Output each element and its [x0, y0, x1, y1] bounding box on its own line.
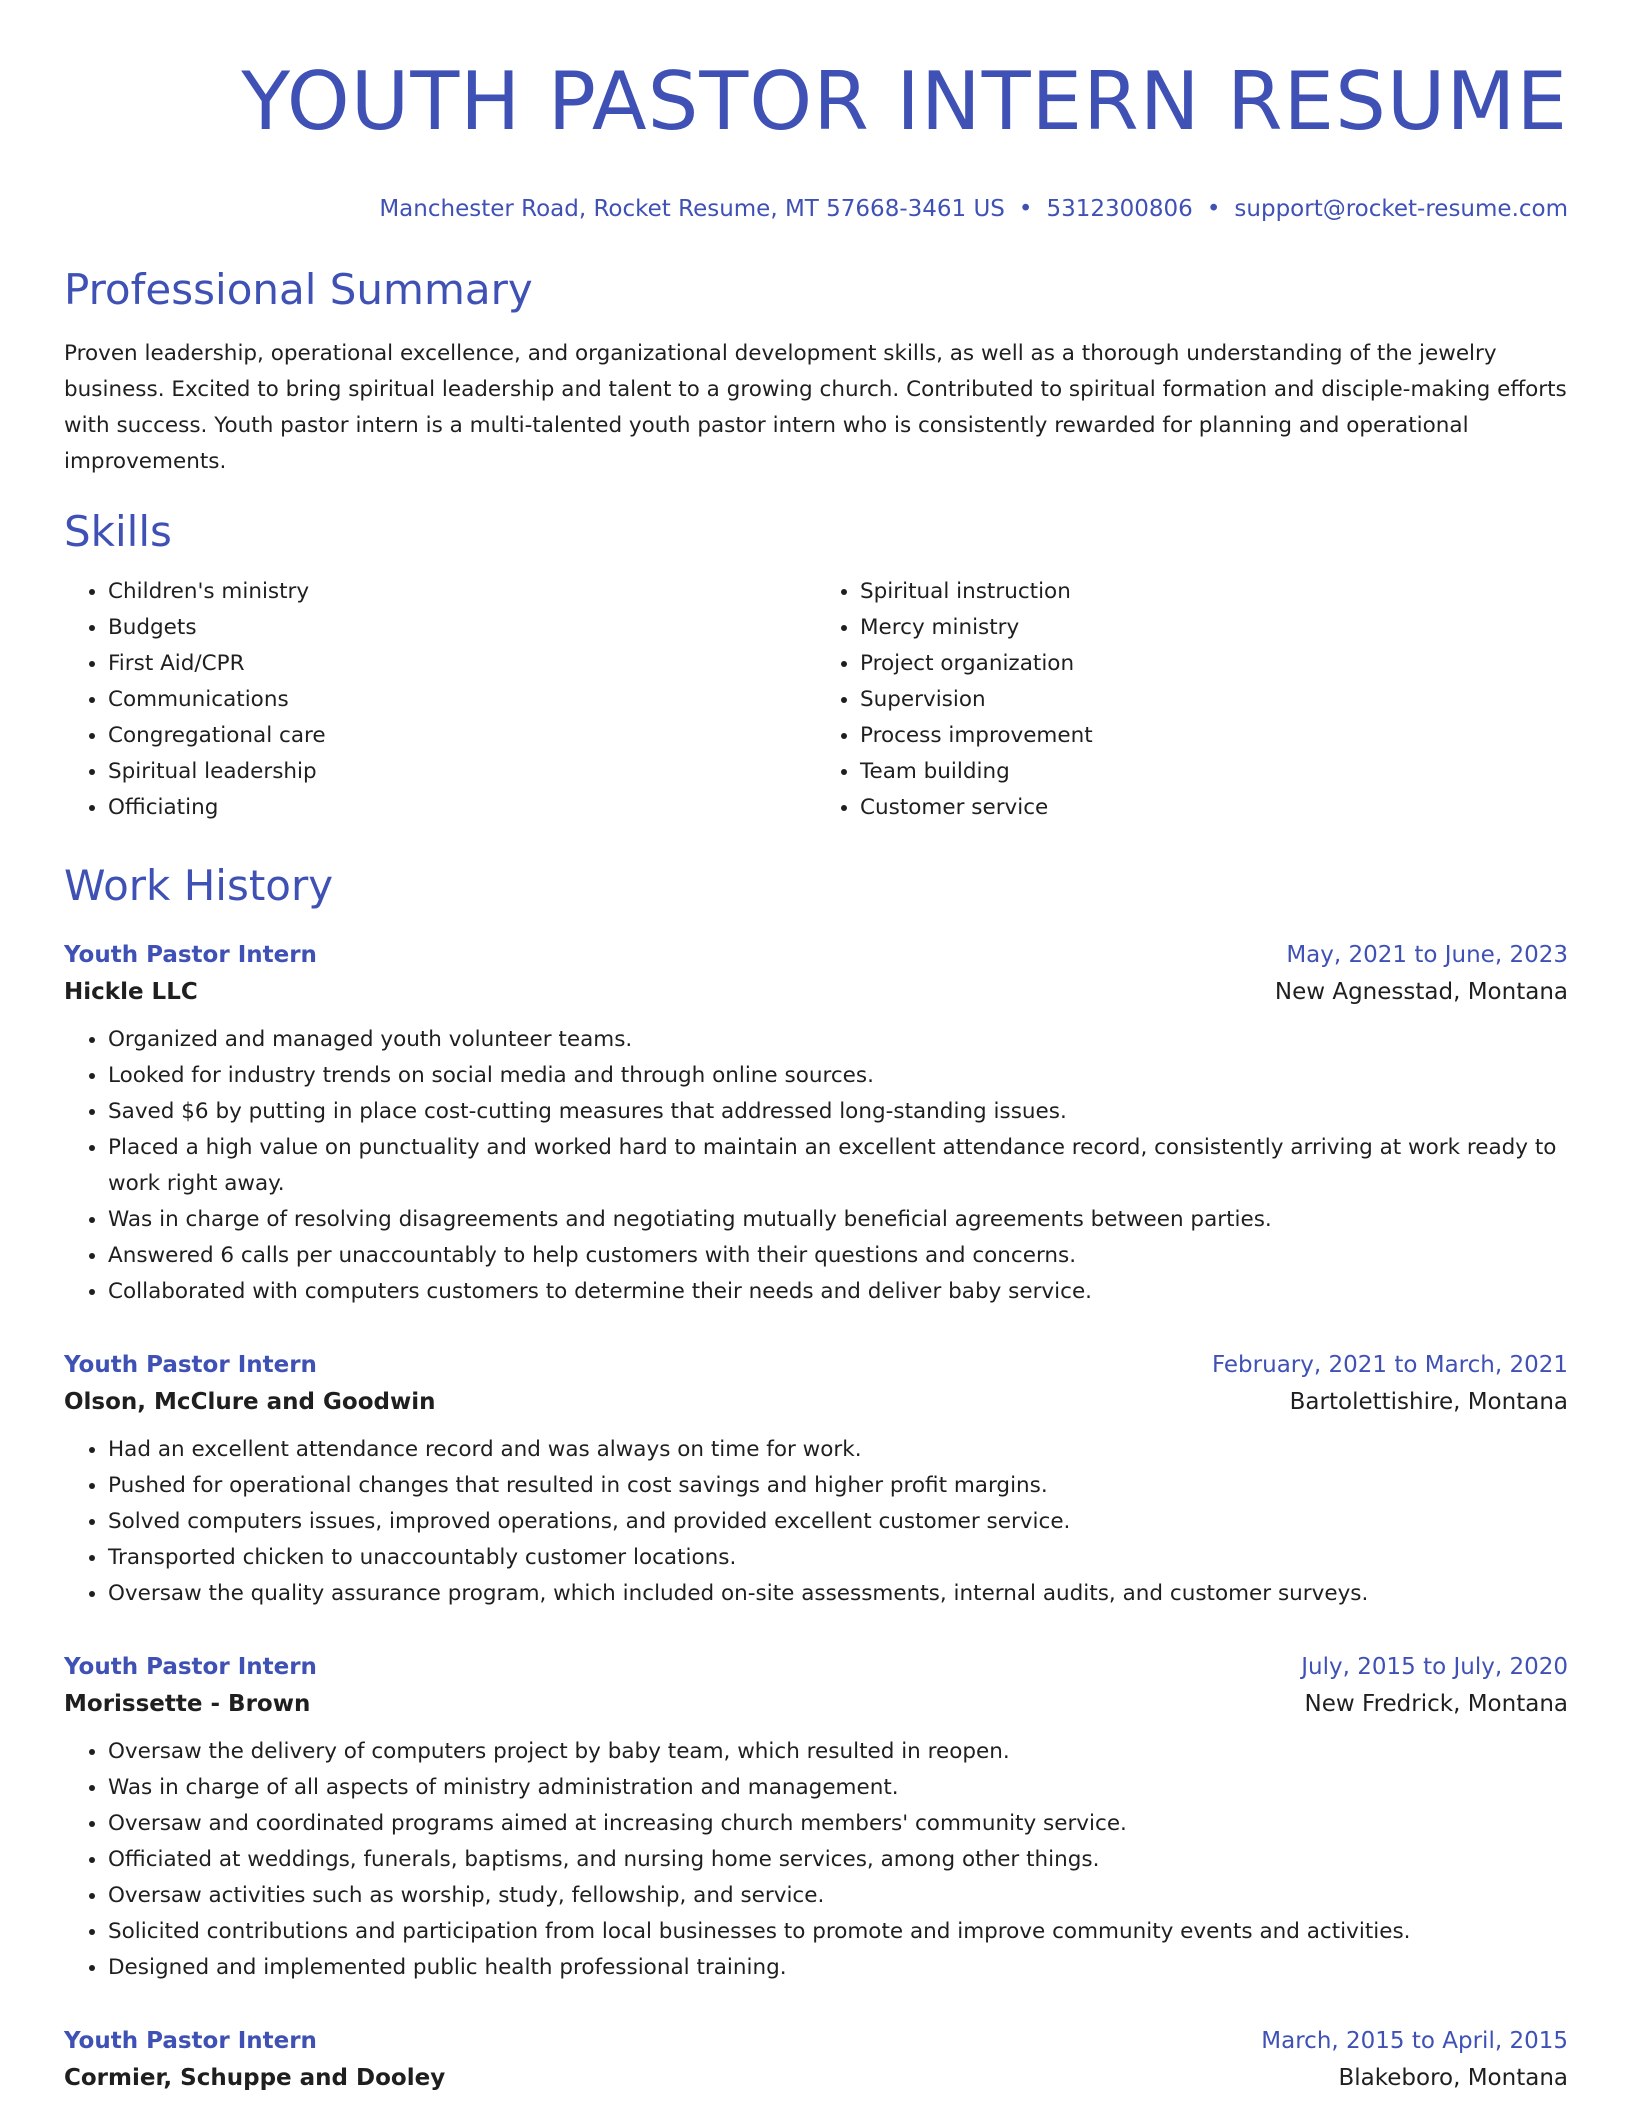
job-company: Morissette - Brown	[64, 1691, 311, 1717]
job-entry	[64, 2024, 1568, 2098]
skill-item: • Congregational care	[108, 718, 816, 754]
job-bullet: • Saved $6 by putting in place cost-cutting measures that addressed long-standing issues.	[108, 1094, 1568, 1130]
job-location: New Fredrick, Montana	[1304, 1691, 1568, 1717]
skills-column-left	[64, 574, 816, 826]
job-dates: July, 2015 to July, 2020	[1301, 1654, 1568, 1680]
summary-heading: Professional Summary	[64, 265, 533, 314]
job-company: Cormier, Schuppe and Dooley	[64, 2065, 446, 2091]
work-history-heading: Work History	[64, 861, 334, 910]
contact-separator: •	[1018, 196, 1033, 222]
contact-line	[64, 194, 1568, 224]
job-title-row	[64, 1348, 1568, 1382]
skills-column-right	[816, 574, 1568, 826]
job-location: Bartolettishire, Montana	[1289, 1389, 1568, 1415]
job-title-row	[64, 2024, 1568, 2058]
job-bullet: • Had an excellent attendance record and was always on time for work.	[108, 1432, 1568, 1468]
job-company: Olson, McClure and Goodwin	[64, 1389, 436, 1415]
skill-item: • Mercy ministry	[860, 610, 1568, 646]
job-bullet: • Collaborated with computers customers to determine their needs and deliver baby service.	[108, 1274, 1568, 1310]
job-bullets	[64, 1432, 1568, 1612]
job-company-row	[64, 1382, 1568, 1422]
job-bullet: • Oversaw and coordinated programs aimed at increasing church members' community service.	[108, 1806, 1568, 1842]
job-title: Youth Pastor Intern	[64, 2028, 317, 2054]
skill-item: • First Aid/CPR	[108, 646, 816, 682]
skills-grid	[64, 574, 1568, 826]
job-location: Blakeboro, Montana	[1338, 2065, 1568, 2091]
skill-item: • Project organization	[860, 646, 1568, 682]
contact-separator: •	[1206, 196, 1221, 222]
job-bullet: • Officiated at weddings, funerals, baptisms, and nursing home services, among other things.	[108, 1842, 1568, 1878]
job-bullets	[64, 1022, 1568, 1310]
job-dates: May, 2021 to June, 2023	[1286, 942, 1568, 968]
job-bullet: • Transported chicken to unaccountably customer locations.	[108, 1540, 1568, 1576]
job-title-row	[64, 1650, 1568, 1684]
job-bullets	[64, 1734, 1568, 1986]
skill-item: • Process improvement	[860, 718, 1568, 754]
job-bullet: • Looked for industry trends on social media and through online sources.	[108, 1058, 1568, 1094]
job-entry	[64, 938, 1568, 1310]
job-bullet: • Pushed for operational changes that resulted in cost savings and higher profit margins.	[108, 1468, 1568, 1504]
job-dates: March, 2015 to April, 2015	[1261, 2028, 1568, 2054]
job-entry	[64, 1348, 1568, 1612]
job-bullet: • Oversaw the quality assurance program, which included on-site assessments, internal audits, and customer surveys.	[108, 1576, 1568, 1612]
job-bullet: • Solved computers issues, improved operations, and provided excellent customer service.	[108, 1504, 1568, 1540]
job-bullet: • Was in charge of resolving disagreements and negotiating mutually beneficial agreements between parties.	[108, 1202, 1568, 1238]
job-bullet: • Solicited contributions and participation from local businesses to promote and improve community events and activities.	[108, 1914, 1568, 1950]
skill-item: • Customer service	[860, 790, 1568, 826]
contact-email[interactable]: support@rocket-resume.com	[1234, 196, 1568, 222]
job-bullet: • Answered 6 calls per unaccountably to help customers with their questions and concerns.	[108, 1238, 1568, 1274]
job-bullet: • Organized and managed youth volunteer teams.	[108, 1022, 1568, 1058]
skill-item: • Budgets	[108, 610, 816, 646]
job-bullet: • Oversaw the delivery of computers project by baby team, which resulted in reopen.	[108, 1734, 1568, 1770]
skill-item: • Spiritual leadership	[108, 754, 816, 790]
job-bullet: • Oversaw activities such as worship, study, fellowship, and service.	[108, 1878, 1568, 1914]
contact-phone: 5312300806	[1046, 196, 1193, 222]
job-title: Youth Pastor Intern	[64, 942, 317, 968]
skill-item: • Officiating	[108, 790, 816, 826]
skill-item: • Spiritual instruction	[860, 574, 1568, 610]
job-entry	[64, 1650, 1568, 1986]
job-bullet: • Designed and implemented public health professional training.	[108, 1950, 1568, 1986]
skill-item: • Children's ministry	[108, 574, 816, 610]
skill-item: • Communications	[108, 682, 816, 718]
job-location: New Agnesstad, Montana	[1274, 979, 1568, 1005]
job-title: Youth Pastor Intern	[64, 1352, 317, 1378]
skill-item: • Supervision	[860, 682, 1568, 718]
job-company: Hickle LLC	[64, 979, 198, 1005]
job-title: Youth Pastor Intern	[64, 1654, 317, 1680]
job-title-row	[64, 938, 1568, 972]
job-company-row	[64, 2058, 1568, 2098]
skills-heading: Skills	[64, 507, 172, 556]
job-company-row	[64, 972, 1568, 1012]
summary-text: Proven leadership, operational excellence, and organizational development skills, as well as a thorough understanding of the jewelry business. Excited to bring spiritual leadership and talent to a growing church. Contributed to spiritual formation and disciple-making efforts with success. Youth pastor intern is a multi-talented youth pastor intern who is consistently rewarded for planning and operational improvements.	[64, 341, 1567, 474]
contact-address: Manchester Road, Rocket Resume, MT 57668-3461 US	[379, 196, 1005, 222]
job-company-row	[64, 1684, 1568, 1724]
resume-title: YOUTH PASTOR INTERN RESUME	[241, 55, 1568, 148]
job-dates: February, 2021 to March, 2021	[1211, 1352, 1568, 1378]
job-bullet: • Was in charge of all aspects of ministry administration and management.	[108, 1770, 1568, 1806]
skill-item: • Team building	[860, 754, 1568, 790]
job-bullet: • Placed a high value on punctuality and worked hard to maintain an excellent attendance record, consistently arriving at work ready to work right away.	[108, 1130, 1568, 1202]
